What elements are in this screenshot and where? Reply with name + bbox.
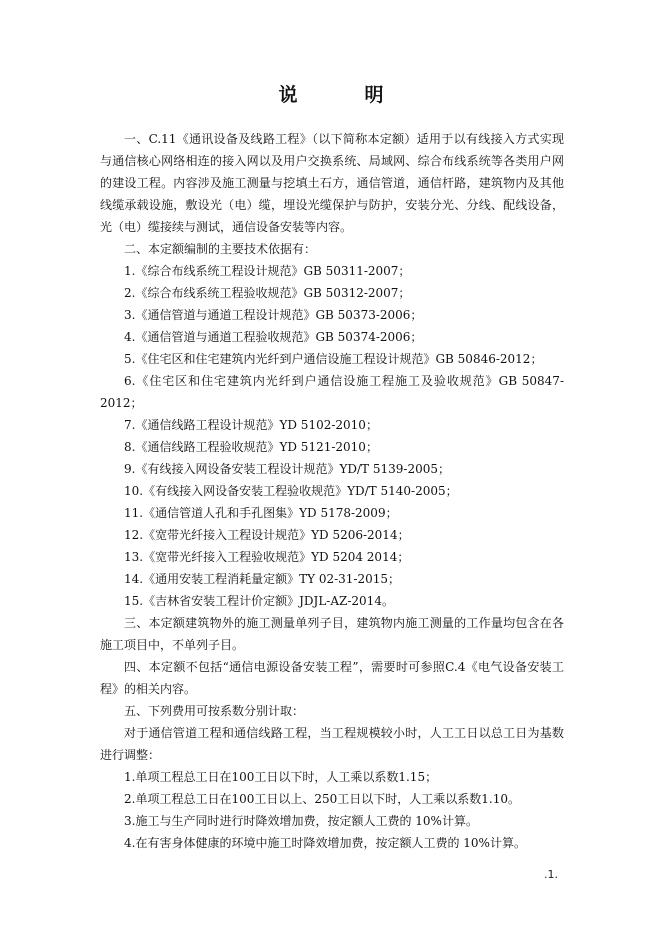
paragraph-basis-heading: 二、本定额编制的主要技术依据有： xyxy=(124,242,317,256)
reference-item: 4.《通信管道与通道工程验收规范》GB 50374-2006； xyxy=(124,330,423,344)
reference-item: 8.《通信线路工程验收规范》YD 5121-2010； xyxy=(124,440,378,454)
page-number: .1. xyxy=(544,868,558,881)
fee-item: 4.在有害身体健康的环境中施工时降效增加费，按定额人工费的 10%计算。 xyxy=(124,836,526,850)
paragraph-adjustment: 对于通信管道工程和通信线路工程，当工程规模较小时，人工工日以总工日为基数进行调整： xyxy=(100,726,564,762)
reference-item: 10.《有线接入网设备安装工程验收规范》YD/T 5140-2005； xyxy=(124,484,458,498)
reference-item: 6.《住宅区和住宅建筑内光纤到户通信设施工程施工及验收规范》GB 50847-2012； xyxy=(100,374,564,410)
reference-item: 11.《通信管道人孔和手孔图集》YD 5178-2009； xyxy=(124,506,398,520)
reference-item: 5.《住宅区和住宅建筑内光纤到户通信设施工程设计规范》GB 50846-2012； xyxy=(124,352,543,366)
reference-item: 15.《吉林省安装工程计价定额》JDJL-AZ-2014。 xyxy=(124,594,394,608)
reference-item: 3.《通信管道与通道工程设计规范》GB 50373-2006； xyxy=(124,308,423,322)
paragraph-exclusion: 四、本定额不包括“通信电源设备安装工程”，需要时可参照C.4《电气设备安装工程》的相关内容。 xyxy=(100,660,564,696)
reference-item: 12.《宽带光纤接入工程设计规范》YD 5206-2014； xyxy=(124,528,410,542)
fee-item: 2.单项工程总工日在100工日以上、250工日以下时，人工乘以系数1.10。 xyxy=(124,792,520,806)
paragraph-survey: 三、本定额建筑物外的施工测量单列子目，建筑物内施工测量的工作量均包含在各施工项目中，不单列子目。 xyxy=(100,616,564,652)
fee-item: 3.施工与生产同时进行时降效增加费，按定额人工费的 10%计算。 xyxy=(124,814,478,828)
paragraph-scope: 一、C.11《通讯设备及线路工程》（以下简称本定额）适用于以有线接入方式实现与通信核心网络相连的接入网以及用户交换系统、局域网、综合布线系统等各类用户网的建设工程。内容涉及施工测量与挖填土石方，通信管道，通信杆路，建筑物内及其他线缆承载设施，敷设光（电）缆，埋设光缆保护与防护，安装分光、分线、配线设备，光（电）缆接续与测试，通信设备安装等内容。 xyxy=(100,132,564,234)
reference-item: 7.《通信线路工程设计规范》YD 5102-2010； xyxy=(124,418,378,432)
page-title: 说 明 xyxy=(278,84,408,106)
reference-item: 1.《综合布线系统工程设计规范》GB 50311-2007； xyxy=(124,264,411,278)
reference-item: 9.《有线接入网设备安装工程设计规范》YD/T 5139-2005； xyxy=(124,462,450,476)
reference-item: 14.《通用安装工程消耗量定额》TY 02-31-2015； xyxy=(124,572,401,586)
reference-item: 13.《宽带光纤接入工程验收规范》YD 5204 2014； xyxy=(124,550,410,564)
document-body xyxy=(100,128,564,854)
fee-item: 1.单项工程总工日在100工日以下时，人工乘以系数1.15； xyxy=(124,770,438,784)
reference-item: 2.《综合布线系统工程验收规范》GB 50312-2007； xyxy=(124,286,411,300)
paragraph-fees-heading: 五、下列费用可按系数分别计取： xyxy=(124,704,305,718)
